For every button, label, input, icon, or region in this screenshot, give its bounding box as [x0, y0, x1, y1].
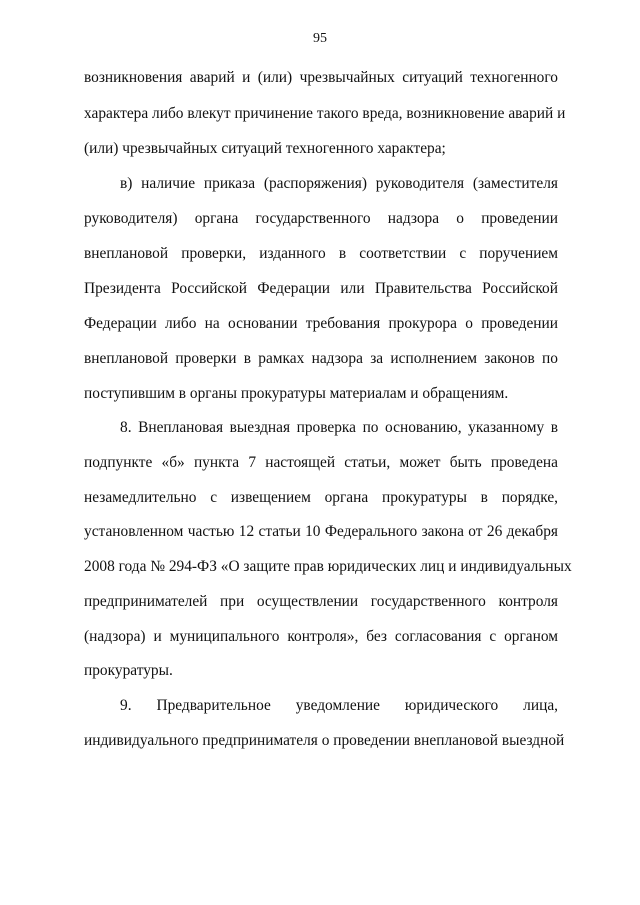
text-line: внеплановой проверки в рамках надзора за исполнением законов по	[84, 350, 558, 367]
text-line: (надзора) и муниципального контроля», без согласования с органом	[84, 628, 558, 645]
text-line: предпринимателей при осуществлении государственного контроля	[84, 593, 558, 610]
text-line: подпункте «б» пункта 7 настоящей статьи, может быть проведена	[84, 454, 558, 471]
text-line: характера либо влекут причинение такого вреда, возникновение аварий и	[84, 105, 566, 122]
text-line: возникновения аварий и (или) чрезвычайных ситуаций техногенного	[84, 69, 558, 86]
text-line: поступившим в органы прокуратуры материалам и обращениям.	[84, 385, 509, 402]
text-line: прокуратуры.	[84, 662, 173, 679]
page-number: 95	[313, 31, 327, 46]
text-line: 2008 года № 294-ФЗ «О защите прав юридических лиц и индивидуальных	[84, 558, 572, 575]
text-line: Президента Российской Федерации или Правительства Российской	[84, 280, 558, 297]
text-line: в) наличие приказа (распоряжения) руководителя (заместителя	[120, 175, 558, 192]
text-line: внеплановой проверки, изданного в соответствии с поручением	[84, 245, 558, 262]
text-line: 8. Внеплановая выездная проверка по основанию, указанному в	[120, 419, 558, 436]
text-line: руководителя) органа государственного надзора о проведении	[84, 210, 558, 227]
text-line: (или) чрезвычайных ситуаций техногенного характера;	[84, 140, 446, 157]
text-line: индивидуального предпринимателя о проведении внеплановой выездной	[84, 732, 565, 749]
text-line: установленном частью 12 статьи 10 Федерального закона от 26 декабря	[84, 523, 558, 540]
text-line: незамедлительно с извещением органа прокуратуры в порядке,	[84, 489, 558, 506]
text-line: Федерации либо на основании требования прокурора о проведении	[84, 315, 558, 332]
text-line: 9. Предварительное уведомление юридического лица,	[120, 697, 558, 714]
